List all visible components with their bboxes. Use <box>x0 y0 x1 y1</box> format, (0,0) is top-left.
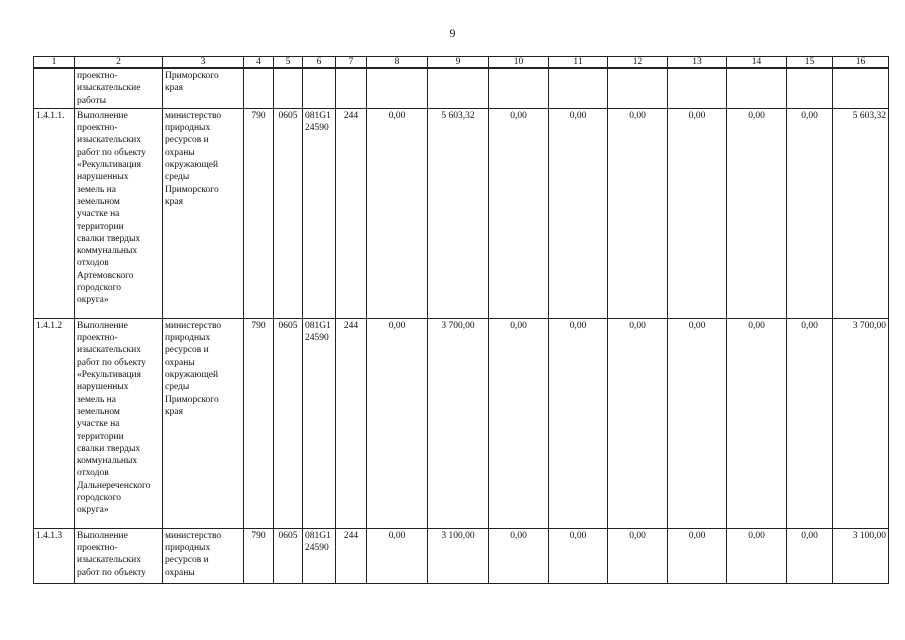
column-header: 9 <box>428 57 489 69</box>
code-cell: 0605 <box>274 318 303 528</box>
amount-cell: 0,00 <box>787 528 833 583</box>
amount-cell <box>489 68 549 108</box>
column-header: 3 <box>163 57 244 69</box>
amount-cell: 0,00 <box>489 528 549 583</box>
table-row <box>34 318 889 528</box>
column-header: 7 <box>336 57 367 69</box>
code-cell: 790 <box>244 108 274 318</box>
amount-cell: 0,00 <box>668 528 727 583</box>
amount-cell: 0,00 <box>787 318 833 528</box>
table-row <box>34 68 889 108</box>
column-header: 1 <box>34 57 75 69</box>
amount-cell: 3 700,00 <box>428 318 489 528</box>
executor-cell: Приморского края <box>163 68 244 108</box>
amount-cell: 0,00 <box>367 528 428 583</box>
amount-cell: 0,00 <box>489 318 549 528</box>
column-header: 6 <box>303 57 336 69</box>
item-number-cell <box>34 68 75 108</box>
column-header: 11 <box>549 57 608 69</box>
amount-cell: 5 603,32 <box>428 108 489 318</box>
executor-cell: министерство природных ресурсов и охраны окружающей среды Приморского края <box>163 108 244 318</box>
column-header: 8 <box>367 57 428 69</box>
column-header: 14 <box>727 57 787 69</box>
column-header: 5 <box>274 57 303 69</box>
code-cell <box>244 68 274 108</box>
amount-cell: 0,00 <box>367 318 428 528</box>
amount-cell <box>608 68 668 108</box>
amount-cell <box>727 68 787 108</box>
column-header: 12 <box>608 57 668 69</box>
code-cell: 244 <box>336 528 367 583</box>
item-number-cell: 1.4.1.3 <box>34 528 75 583</box>
amount-cell: 0,00 <box>608 528 668 583</box>
amount-cell <box>668 68 727 108</box>
page-number: 9 <box>449 26 456 40</box>
code-cell: 244 <box>336 318 367 528</box>
executor-cell: министерство природных ресурсов и охраны окружающей среды Приморского края <box>163 318 244 528</box>
amount-cell: 0,00 <box>608 108 668 318</box>
amount-cell: 0,00 <box>787 108 833 318</box>
item-number-cell: 1.4.1.2 <box>34 318 75 528</box>
table-row <box>34 528 889 583</box>
total-cell: 3 100,00 <box>833 528 889 583</box>
amount-cell <box>787 68 833 108</box>
column-header: 15 <box>787 57 833 69</box>
item-name-cell: Выполнение проектно- изыскательских работ по объекту <box>75 528 163 583</box>
amount-cell: 0,00 <box>668 108 727 318</box>
amount-cell <box>549 68 608 108</box>
amount-cell <box>428 68 489 108</box>
amount-cell: 0,00 <box>549 108 608 318</box>
code-cell: 081G1 24590 <box>303 108 336 318</box>
code-cell: 244 <box>336 108 367 318</box>
amount-cell: 0,00 <box>727 318 787 528</box>
column-header: 16 <box>833 57 889 69</box>
column-header: 10 <box>489 57 549 69</box>
executor-cell: министерство природных ресурсов и охраны <box>163 528 244 583</box>
code-cell <box>336 68 367 108</box>
amount-cell: 0,00 <box>668 318 727 528</box>
column-header: 13 <box>668 57 727 69</box>
amount-cell: 0,00 <box>549 528 608 583</box>
amount-cell: 0,00 <box>608 318 668 528</box>
amount-cell: 0,00 <box>367 108 428 318</box>
budget-table <box>33 56 889 584</box>
code-cell: 790 <box>244 318 274 528</box>
code-cell: 0605 <box>274 108 303 318</box>
table-row <box>34 108 889 318</box>
amount-cell: 0,00 <box>727 528 787 583</box>
code-cell: 790 <box>244 528 274 583</box>
amount-cell: 0,00 <box>727 108 787 318</box>
code-cell <box>274 68 303 108</box>
column-header: 2 <box>75 57 163 69</box>
item-name-cell: Выполнение проектно- изыскательских работ по объекту «Рекультивация нарушенных земель на земельном участке на территории свалки твердых коммунальных отходов Артемовского городского округа» <box>75 108 163 318</box>
code-cell <box>303 68 336 108</box>
header-row <box>34 57 889 69</box>
amount-cell: 0,00 <box>489 108 549 318</box>
amount-cell: 3 100,00 <box>428 528 489 583</box>
item-name-cell: Выполнение проектно- изыскательских работ по объекту «Рекультивация нарушенных земель на земельном участке на территории свалки твердых коммунальных отходов Дальнереченского городского округа» <box>75 318 163 528</box>
code-cell: 0605 <box>274 528 303 583</box>
code-cell: 081G1 24590 <box>303 318 336 528</box>
total-cell: 3 700,00 <box>833 318 889 528</box>
item-name-cell: проектно- изыскательские работы <box>75 68 163 108</box>
total-cell: 5 603,32 <box>833 108 889 318</box>
amount-cell: 0,00 <box>549 318 608 528</box>
total-cell <box>833 68 889 108</box>
column-header: 4 <box>244 57 274 69</box>
amount-cell <box>367 68 428 108</box>
item-number-cell: 1.4.1.1. <box>34 108 75 318</box>
code-cell: 081G1 24590 <box>303 528 336 583</box>
